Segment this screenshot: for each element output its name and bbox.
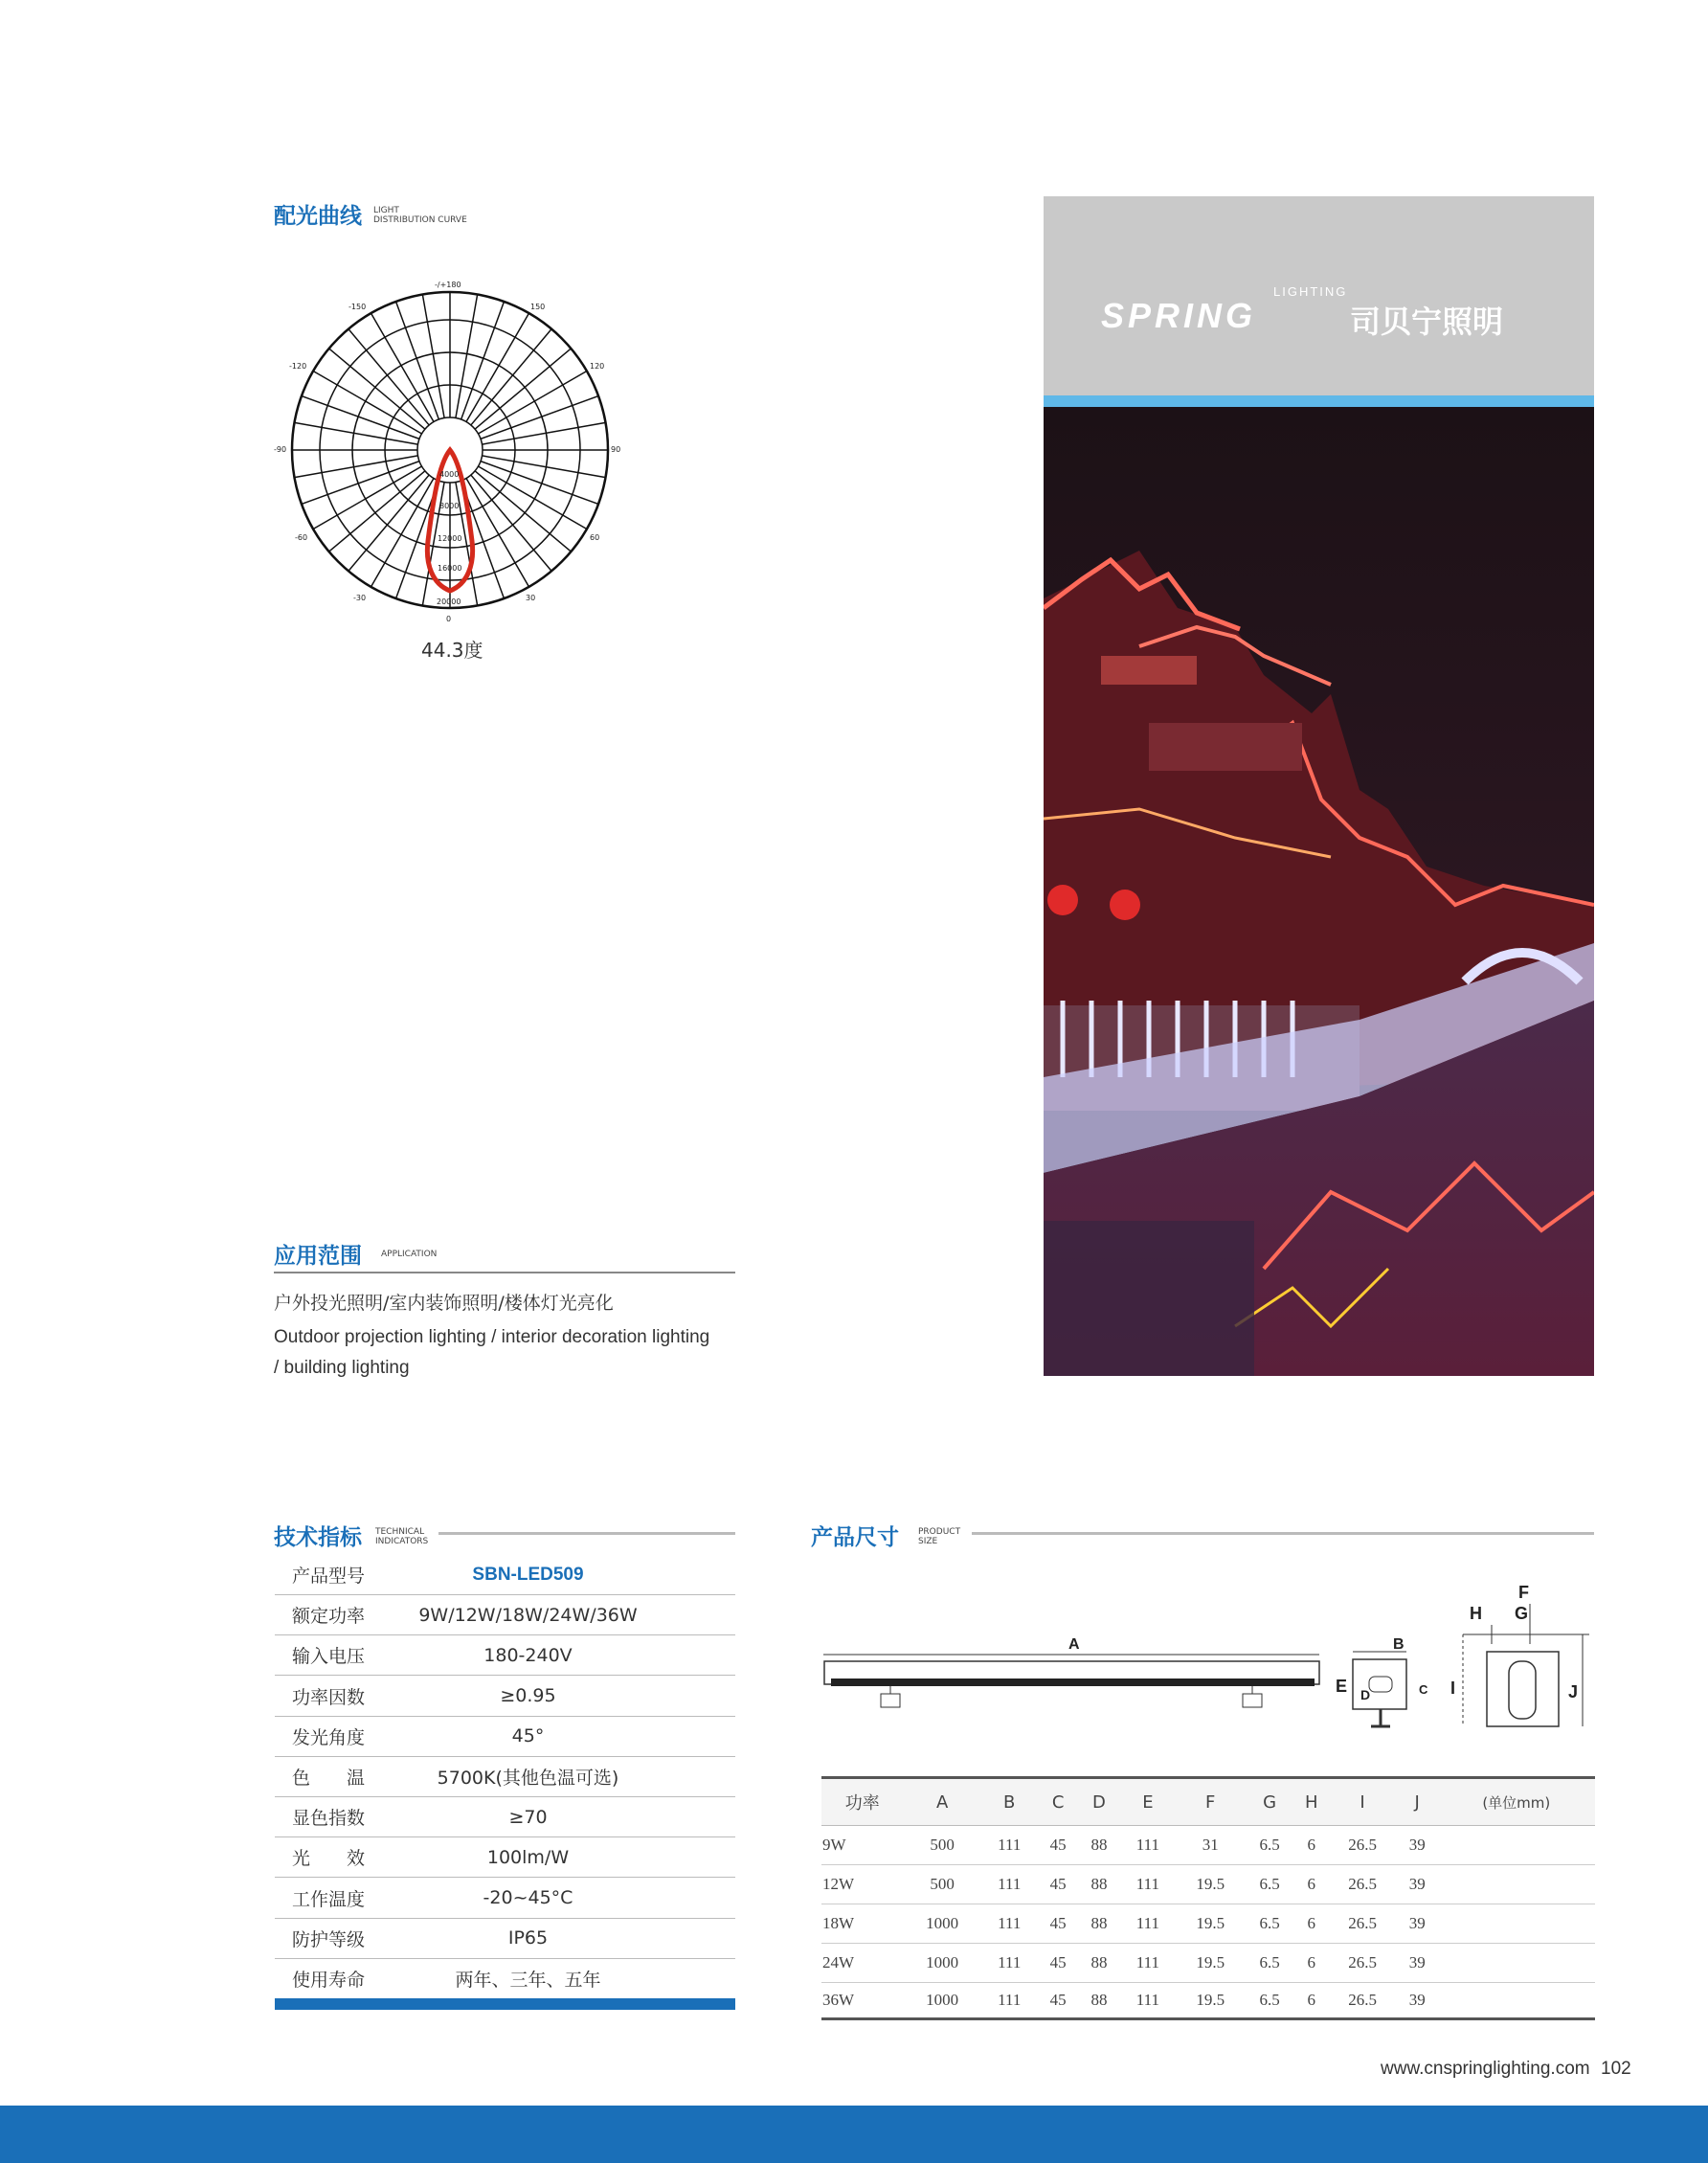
specs-rule [438,1532,735,1535]
spec-value: 180-240V [483,1644,573,1666]
table-cell: 1000 [904,1904,981,1944]
dimensions-header-cell: C [1038,1778,1079,1826]
dim-label-g: G [1515,1604,1529,1623]
table-row [821,1904,1595,1944]
table-cell: 88 [1079,1983,1120,2019]
table-cell: 111 [1119,1983,1176,2019]
table-cell: 111 [1119,1944,1176,1983]
table-cell: 111 [981,1983,1038,2019]
spec-row [275,1757,735,1797]
table-cell: 26.5 [1328,1983,1397,2019]
table-cell-empty [1438,1983,1595,2019]
table-cell: 6.5 [1245,1865,1294,1904]
table-cell: 39 [1397,1826,1438,1865]
size-title-en: PRODUCT SIZE [918,1527,961,1546]
table-cell: 6.5 [1245,1826,1294,1865]
angle-label-l60: -60 [295,533,308,542]
footer-bar [0,2106,1708,2163]
dim-label-h: H [1470,1604,1482,1623]
distribution-title-en: LIGHT DISTRIBUTION CURVE [373,206,467,225]
page-number: 102 [1601,2059,1631,2079]
spec-label: 产品型号 [292,1566,366,1587]
table-cell: 45 [1038,1904,1079,1944]
spec-label: 防护等级 [292,1928,366,1950]
table-cell-empty [1438,1944,1595,1983]
application-heading [274,1238,438,1270]
specs-bottom-bar [275,1998,735,2010]
table-cell: 6 [1294,1904,1328,1944]
ring-label: 8000 [439,502,460,510]
table-cell: 39 [1397,1983,1438,2019]
spec-row [275,1879,735,1919]
angle-label-top: -/+180 [435,281,461,289]
brand-cn: 司贝宁照明 [1350,304,1504,340]
dim-label-i: I [1450,1679,1456,1698]
spec-value: ≥0.95 [500,1685,556,1707]
spec-label: 发光角度 [292,1726,366,1748]
angle-label-l120: -120 [289,362,307,371]
spec-row [275,1959,735,1999]
table-cell: 88 [1079,1865,1120,1904]
table-cell: 500 [904,1826,981,1865]
table-cell: 6.5 [1245,1904,1294,1944]
spec-row [275,1797,735,1837]
specs-title-en: TECHNICAL INDICATORS [375,1527,429,1546]
table-cell: 45 [1038,1865,1079,1904]
dimensions-header-cell: B [981,1778,1038,1826]
polar-spoke [456,295,478,418]
dimension-drawing [821,1585,1597,1738]
distribution-heading [274,198,467,230]
distribution-title: 配光曲线 [274,204,362,229]
brand-logo: SPRING [1101,296,1257,335]
angle-label-r60: 60 [590,533,600,542]
table-cell: 111 [1119,1865,1176,1904]
dimensions-header-cell: F [1176,1778,1245,1826]
ring-label: 12000 [438,534,462,543]
table-cell: 19.5 [1176,1983,1245,2019]
polar-spoke [302,462,419,505]
angle-label-l30: -30 [353,594,367,602]
table-cell: 19.5 [1176,1865,1245,1904]
table-cell: 111 [981,1904,1038,1944]
table-cell: 1000 [904,1983,981,2019]
table-cell: 39 [1397,1904,1438,1944]
table-row [821,1944,1595,1983]
angle-label-r30: 30 [526,594,536,602]
polar-spoke [481,396,598,439]
polar-spoke [295,422,418,444]
application-rule [274,1272,735,1273]
table-row [821,1826,1595,1865]
size-title: 产品尺寸 [811,1525,899,1550]
angle-label-l90: -90 [274,445,287,454]
table-cell: 19.5 [1176,1944,1245,1983]
spec-value: -20~45°C [483,1887,573,1909]
angle-label-r90: 90 [611,445,621,454]
dimensions-header-cell: E [1119,1778,1176,1826]
dimensions-header-cell: D [1079,1778,1120,1826]
table-cell: 9W [821,1826,904,1865]
spec-row [275,1837,735,1878]
spec-value: 5700K(其他色温可选) [437,1768,619,1789]
dimensions-header-cell: J [1397,1778,1438,1826]
brand-banner [1044,196,1594,395]
table-cell: 45 [1038,1826,1079,1865]
spec-value: 45° [511,1725,545,1747]
table-cell: 111 [1119,1826,1176,1865]
table-cell: 24W [821,1944,904,1983]
dim-label-d: D [1360,1687,1371,1702]
spec-row [275,1635,735,1676]
ring-label: 4000 [439,470,460,479]
angle-label-tl150: -150 [348,303,367,311]
dim-label-e: E [1336,1677,1348,1696]
application-text-en-1: Outdoor projection lighting / interior decoration lighting [274,1327,710,1347]
table-cell: 6.5 [1245,1944,1294,1983]
table-cell: 88 [1079,1904,1120,1944]
dimensions-header-cell: A [904,1778,981,1826]
dimensions-header-cell: H [1294,1778,1328,1826]
beam-angle: 44.3度 [421,639,483,662]
application-text-cn: 户外投光照明/室内装饰照明/楼体灯光亮化 [274,1293,614,1314]
table-cell: 500 [904,1865,981,1904]
spec-label: 显色指数 [292,1808,366,1830]
table-cell: 12W [821,1865,904,1904]
application-text-en-2: / building lighting [274,1358,410,1378]
table-row [821,1865,1595,1904]
table-cell: 39 [1397,1944,1438,1983]
table-cell: 6.5 [1245,1983,1294,2019]
dimensions-table [821,1776,1595,2020]
table-cell-empty [1438,1826,1595,1865]
table-cell: 1000 [904,1944,981,1983]
angle-label-tr150: 150 [530,303,546,311]
table-cell: 6 [1294,1826,1328,1865]
spec-row [275,1717,735,1757]
size-rule [972,1532,1594,1535]
spec-label: 输入电压 [292,1646,366,1668]
spec-row [275,1555,735,1595]
spec-label: 色 温 [292,1768,366,1789]
table-row [821,1983,1595,2019]
table-cell-empty [1438,1904,1595,1944]
table-cell: 26.5 [1328,1944,1397,1983]
table-cell: 36W [821,1983,904,2019]
dimensions-header-cell: 功率 [821,1778,904,1826]
spec-row [275,1677,735,1717]
spec-value: SBN-LED509 [472,1564,584,1585]
polar-spoke [302,396,419,439]
spec-value: 9W/12W/18W/24W/36W [418,1604,638,1626]
table-cell: 111 [981,1865,1038,1904]
polar-spoke [461,302,505,419]
table-cell: 111 [1119,1904,1176,1944]
polar-spoke [295,456,418,478]
table-cell: 6 [1294,1983,1328,2019]
table-cell: 39 [1397,1865,1438,1904]
night-building-photo [1044,407,1594,1376]
table-cell: 45 [1038,1944,1079,1983]
angle-label-bottom: 0 [446,615,452,623]
polar-spoke [482,422,605,444]
spec-label: 使用寿命 [292,1970,366,1991]
brand-small: LIGHTING [1273,284,1348,299]
specs-heading [274,1520,429,1551]
table-cell: 19.5 [1176,1904,1245,1944]
brand-stripe [1044,395,1594,407]
spec-label: 功率因数 [292,1686,366,1708]
spec-label: 光 效 [292,1848,366,1870]
table-cell: 111 [981,1826,1038,1865]
dim-label-c: C [1419,1682,1428,1697]
table-cell-empty [1438,1865,1595,1904]
table-cell: 88 [1079,1944,1120,1983]
dim-label-f: F [1518,1585,1529,1602]
unit-label: (单位mm) [1438,1778,1595,1826]
table-cell: 6 [1294,1865,1328,1904]
polar-spoke [396,302,439,419]
spec-value: 100lm/W [486,1846,570,1868]
table-cell: 111 [981,1944,1038,1983]
table-cell: 31 [1176,1826,1245,1865]
dimensions-header-cell: I [1328,1778,1397,1826]
spec-value: IP65 [507,1927,549,1949]
footer-website[interactable]: www.cnspringlighting.com [1381,2059,1590,2079]
spec-label: 额定功率 [292,1606,366,1628]
dimensions-header-cell: G [1245,1778,1294,1826]
spec-row [275,1919,735,1959]
dim-label-a: A [1068,1636,1080,1653]
table-cell: 26.5 [1328,1865,1397,1904]
ring-label: 20000 [437,597,461,606]
spec-value: ≥70 [508,1806,548,1828]
polar-spoke [481,462,598,505]
dimensions-header-row [821,1778,1595,1826]
specs-title: 技术指标 [274,1525,362,1550]
application-title-en: APPLICATION [381,1250,438,1259]
spec-label: 工作温度 [292,1888,366,1910]
angle-label-r120: 120 [590,362,605,371]
table-cell: 26.5 [1328,1904,1397,1944]
table-cell: 88 [1079,1826,1120,1865]
spec-value: 两年、三年、五年 [455,1970,601,1991]
polar-spoke [482,456,605,478]
ring-label: 16000 [438,564,462,573]
size-heading [811,1520,961,1551]
spec-row [275,1595,735,1635]
dim-label-j: J [1568,1682,1579,1701]
application-title: 应用范围 [274,1244,362,1269]
table-cell: 6 [1294,1944,1328,1983]
table-cell: 18W [821,1904,904,1944]
polar-chart [268,273,632,627]
dim-label-b: B [1393,1636,1405,1653]
table-cell: 45 [1038,1983,1079,2019]
polar-spoke [422,295,444,418]
table-cell: 26.5 [1328,1826,1397,1865]
